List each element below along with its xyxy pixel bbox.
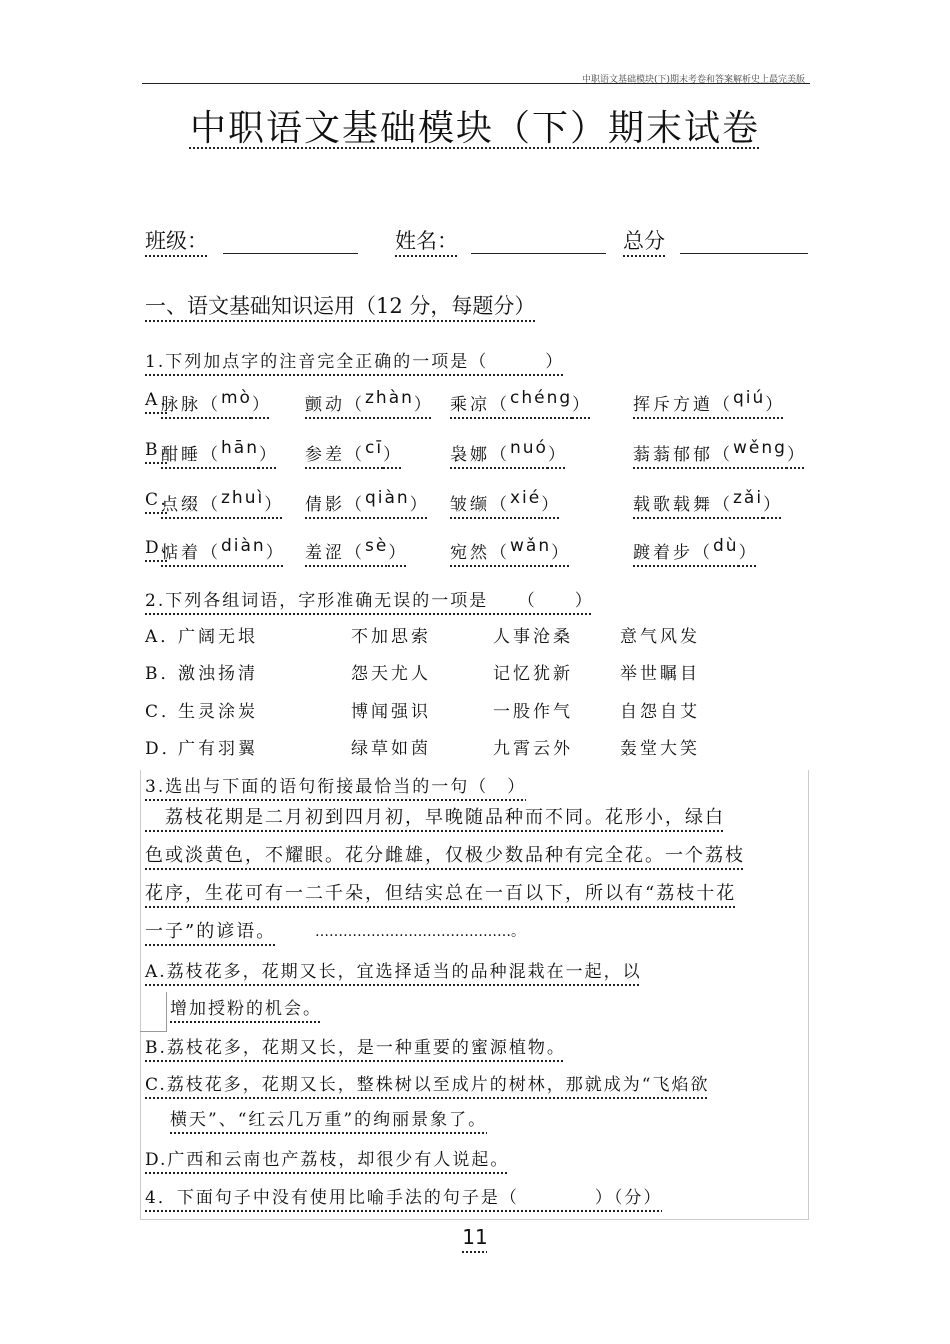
option-word: 颤动（ [305, 395, 365, 415]
option-item [450, 490, 561, 515]
section-heading: 一、语文基础知识运用（12 分，每题分） [145, 294, 536, 318]
pinyin-text: zǎi [733, 488, 764, 508]
option-bracket: ） [413, 395, 434, 415]
option-bracket: ） [547, 445, 568, 465]
option-word-group: 记忆犹新 [493, 664, 573, 684]
option-word-group: 怨天尤人 [351, 664, 431, 684]
option-bracket: ） [763, 495, 784, 515]
question-3-passage [145, 799, 810, 951]
option-item [633, 440, 807, 465]
option-bracket: ） [765, 395, 786, 415]
pinyin-text: wěng [733, 438, 787, 458]
pinyin-text: mò [221, 388, 252, 408]
question-2-option-row [145, 734, 705, 764]
option-bracket: ） [572, 395, 593, 415]
class-field[interactable] [223, 253, 358, 254]
answer-blank[interactable]: ……………………………………。 [315, 924, 525, 940]
option-word-group: 一股作气 [493, 702, 573, 722]
option-label[interactable]: D. [145, 538, 170, 558]
question-3-option-c-cont: 横天”、“红云几万重”的绚丽景象了。 [170, 1110, 488, 1130]
pinyin-text: qiú [733, 388, 766, 408]
question-3-stem: 3.选出与下面的语句衔接最恰当的一句（ ） [145, 777, 527, 797]
option-bracket: ） [388, 543, 409, 563]
option-word-group: 举世瞩目 [620, 664, 700, 684]
option-item [161, 538, 286, 563]
option-word: 倩影（ [305, 495, 365, 515]
option-bracket: ） [541, 495, 562, 515]
option-item [450, 538, 571, 563]
option-item [161, 490, 284, 515]
frame-left [140, 770, 141, 1220]
option-word-group: 意气风发 [620, 627, 700, 647]
pinyin-text: xié [510, 488, 542, 508]
question-3-option-a: A.荔枝花多，花期又长，宜选择适当的品种混栽在一起，以 [145, 962, 642, 982]
pinyin-text: qiàn [365, 488, 410, 508]
option-item [633, 390, 785, 415]
question-3-option-d: D.广西和云南也产荔枝，却很少有人说起。 [145, 1150, 510, 1170]
option-word-group: 绿草如茵 [351, 739, 431, 759]
question-1-option-row [145, 440, 825, 480]
option-word: 宛然（ [450, 543, 510, 563]
option-word-group: 人事沧桑 [493, 627, 573, 647]
option-bracket: ） [258, 445, 279, 465]
option-item [450, 390, 592, 415]
question-2-option-row [145, 622, 705, 652]
option-bracket: ） [251, 395, 272, 415]
passage-line: 荔枝花期是二月初到四月初，早晚随品种而不同。花形小，绿白 [145, 807, 725, 828]
option-word: 羞涩（ [305, 543, 365, 563]
option-item [305, 490, 430, 515]
option-item [161, 440, 279, 465]
score-field[interactable] [680, 253, 808, 254]
option-item [161, 390, 272, 415]
option-item [633, 490, 783, 515]
option-word-group: 广阔无垠 [178, 627, 258, 647]
pinyin-text: dù [713, 536, 739, 556]
option-word: 挥斥方遒（ [633, 395, 733, 415]
pinyin-text: zhuì [221, 488, 265, 508]
pinyin-text: wǎn [510, 536, 552, 556]
option-label[interactable]: A． [145, 627, 181, 647]
option-label[interactable]: D． [145, 739, 182, 759]
option-bracket: ） [265, 543, 286, 563]
passage-line: 色或淡黄色，不耀眼。花分雌雄，仅极少数品种有完全花。一个荔枝 [145, 845, 745, 866]
option-bracket: ） [409, 495, 430, 515]
frame-bottom [140, 1219, 808, 1220]
option-word: 酣睡（ [161, 445, 221, 465]
option-word: 蓊蓊郁郁（ [633, 445, 733, 465]
question-2-option-row [145, 697, 705, 727]
option-word: 踱着步（ [633, 543, 713, 563]
question-1-option-row [145, 490, 825, 530]
option-bracket: ） [383, 445, 404, 465]
question-3-option-c: C.荔枝花多，花期又长，整株树以至成片的树林，那就成为“飞焰欲 [145, 1075, 710, 1095]
pinyin-text: sè [365, 536, 389, 556]
name-label: 姓名： [395, 229, 458, 253]
option-bracket: ） [264, 495, 285, 515]
option-word: 参差（ [305, 445, 365, 465]
option-bracket: ） [551, 543, 572, 563]
option-word: 袅娜（ [450, 445, 510, 465]
pinyin-text: nuó [510, 438, 548, 458]
student-info-row [145, 225, 825, 265]
pinyin-text: zhàn [365, 388, 414, 408]
pinyin-text: hān [221, 438, 259, 458]
option-word-group: 轰堂大笑 [620, 739, 700, 759]
option-word-group: 自怨自艾 [620, 702, 700, 722]
option-word: 载歌载舞（ [633, 495, 733, 515]
page-number: 11 [462, 1225, 488, 1249]
question-1-stem: 1.下列加点字的注音完全正确的一项是（ ） [145, 352, 565, 372]
question-1-option-row [145, 538, 825, 578]
frame-marker [166, 992, 167, 1032]
option-word: 惦着（ [161, 543, 221, 563]
option-bracket: ） [786, 445, 807, 465]
question-3-option-a-cont: 增加授粉的机会。 [170, 999, 322, 1019]
option-word-group: 博闻强识 [351, 702, 431, 722]
option-word: 脉脉（ [161, 395, 221, 415]
pinyin-text: chéng [510, 388, 573, 408]
name-field[interactable] [471, 253, 606, 254]
passage-line: 花序，生花可有一二千朵，但结实总在一百以下，所以有“荔枝十花 [145, 883, 737, 904]
question-3-option-b: B.荔枝花多，花期又长，是一种重要的蜜源植物。 [145, 1038, 566, 1058]
option-label[interactable]: C. [145, 490, 169, 510]
option-label[interactable]: A. [145, 390, 169, 410]
option-item [305, 390, 434, 415]
frame-marker-bottom [140, 1031, 166, 1032]
class-label: 班级： [145, 229, 208, 253]
option-word: 乘凉（ [450, 395, 510, 415]
option-word-group: 不加思索 [351, 627, 431, 647]
question-2-stem: 2.下列各组词语，字形准确无误的一项是 （ ） [145, 591, 594, 611]
question-4-stem: 4．下面句子中没有使用比喻手法的句子是（ ）（分） [145, 1188, 663, 1208]
option-label[interactable]: B. [145, 440, 169, 460]
option-word-group: 生灵涂炭 [178, 702, 258, 722]
option-bracket: ） [738, 543, 759, 563]
pinyin-text: diàn [221, 536, 266, 556]
option-label[interactable]: C． [145, 702, 182, 722]
option-word-group: 激浊扬清 [178, 664, 258, 684]
option-word: 皱缬（ [450, 495, 510, 515]
question-1-option-row [145, 390, 825, 430]
option-item [305, 538, 408, 563]
pinyin-text: cī [365, 438, 384, 458]
option-item [305, 440, 403, 465]
option-word-group: 广有羽翼 [178, 739, 258, 759]
option-item [633, 538, 759, 563]
header-rule [142, 83, 810, 84]
question-2-option-row [145, 659, 705, 689]
passage-line: 一子”的谚语。 [145, 921, 277, 942]
option-word-group: 九霄云外 [493, 739, 573, 759]
page-title: 中职语文基础模块（下）期末试卷 [189, 108, 760, 149]
score-label: 总分 [623, 229, 665, 253]
option-label[interactable]: B． [145, 664, 181, 684]
running-header: 中职语文基础模块(下)期末考卷和答案解析史上最完美版 [581, 75, 805, 85]
option-item [450, 440, 568, 465]
option-word: 点缀（ [161, 495, 221, 515]
